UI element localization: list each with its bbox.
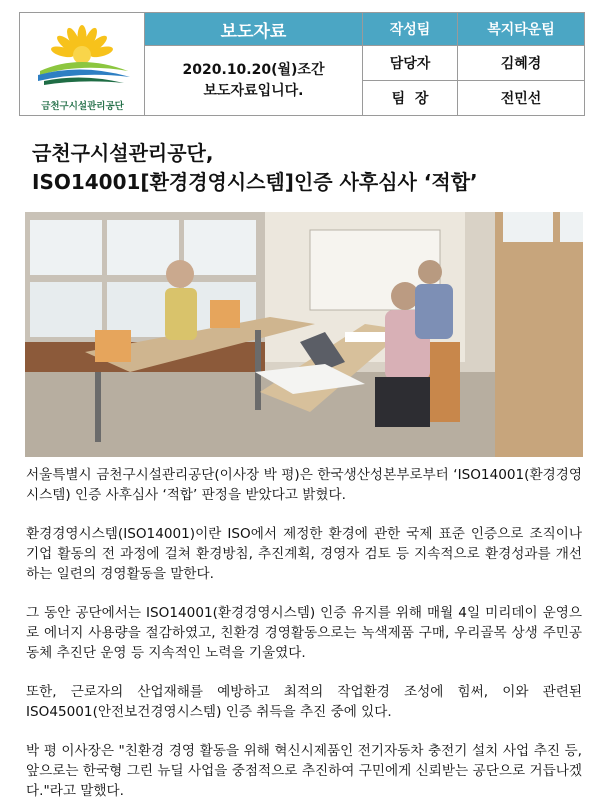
org-logo bbox=[20, 13, 145, 115]
team-head-label: 팀 장 bbox=[363, 81, 458, 115]
manager-value: 김혜경 bbox=[458, 46, 584, 81]
audit-meeting-photo bbox=[25, 212, 583, 457]
paragraph-1: 서울특별시 금천구시설관리공단(이사장 박 평)은 한국생산성본부로부터 ‘ISO14001(환경경영시스템) 인증 사후심사 ‘적합’ 판정을 받았다고 밝혔다. bbox=[26, 467, 582, 503]
release-note: 보도자료입니다. bbox=[203, 82, 304, 99]
press-release-header bbox=[19, 12, 585, 116]
headline-line2: ISO14001[환경경영시스템]인증 사후심사 ‘적합’ bbox=[32, 170, 478, 194]
headline bbox=[32, 139, 572, 197]
paragraph-2: 환경경영시스템(ISO14001)이란 ISO에서 제정한 환경에 관한 국제 표준 인증으로 조직이나 기업 활동의 전 과정에 걸쳐 환경방침, 추진계획, 경영자 검토 등 지속적으로 환경성과를 개선하는 일련의 경영활동을 말한다. bbox=[26, 526, 582, 582]
paragraph-5: 박 평 이사장은 "친환경 경영 활동을 위해 혁신시제품인 전기자동차 충전기 설치 사업 추진 등, 앞으로는 한국형 그린 뉴딜 사업을 중점적으로 추진하여 구민에게 신뢰받는 공단으로 거듭나겠다."라고 말했다. bbox=[26, 743, 582, 799]
release-date: 2020.10.20(월)조간 bbox=[182, 61, 325, 78]
press-release-label: 보도자료 bbox=[145, 13, 363, 46]
paragraph-3: 그 동안 공단에서는 ISO14001(환경경영시스템) 인증 유지를 위해 매월 4일 미리데이 운영으로 에너지 사용량을 절감하였고, 친환경 경영활동으로는 녹색제품 구매, 우리골목 상생 주민공동체 추진단 운영 등 지속적인 노력을 기울였다. bbox=[26, 605, 582, 661]
team-value: 복지타운팀 bbox=[458, 13, 584, 46]
team-head-value: 전민선 bbox=[500, 91, 542, 107]
manager-label: 담당자 bbox=[363, 46, 458, 81]
paragraph-4: 또한, 근로자의 산업재해를 예방하고 최적의 작업환경 조성에 힘써, 이와 관련된 ISO45001(안전보건경영시스템) 인증 취득을 추진 중에 있다. bbox=[26, 684, 582, 720]
org-logo-text: 금천구시설관리공단 bbox=[41, 101, 124, 112]
meeting-photo-illustration bbox=[25, 212, 583, 457]
release-date-cell bbox=[145, 46, 363, 115]
article-body bbox=[26, 465, 582, 800]
sun-logo-icon bbox=[20, 13, 145, 99]
headline-line1: 금천구시설관리공단, bbox=[32, 141, 214, 165]
team-label: 작성팀 bbox=[363, 13, 458, 46]
